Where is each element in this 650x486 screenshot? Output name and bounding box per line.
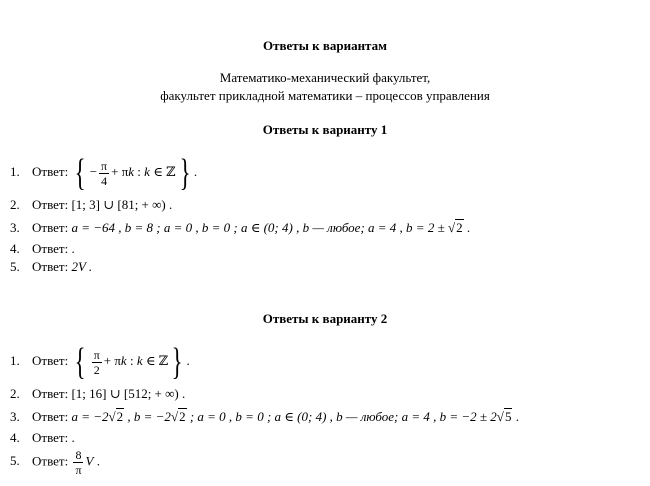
- v1-answer-3: 3. Ответ: a = −64 , b = 8 ; a = 0 , b = 0 ; a ∈ (0; 4) , b — любое; a = 4 , b = 2 ± √2 .: [10, 220, 471, 235]
- v2-answer-5: 5. Ответ: $\frac{8}{\pi}$ V .: [10, 448, 100, 477]
- v2-answer-3: 3. Ответ: a = −2√2 , b = −2√2 ; a = 0 , b = 0 ; a ∈ (0; 4) , b — любое; a = 4 , b = −2 ± 2√5 .: [10, 409, 519, 424]
- v1-answer-4: 4. Ответ: .: [10, 241, 75, 256]
- v1-answer-1: 1. Ответ: { − $\frac{\pi}{4}$ + πk : k ∈ ℤ} .: [10, 152, 198, 194]
- faculty-line-2: факультет прикладной математики – процессов управления: [160, 88, 490, 103]
- v1-answer-2: 2. Ответ: [1; 3] ∪ [81; + ∞) .: [10, 197, 173, 212]
- variant-1-heading: Ответы к варианту 1: [262, 122, 388, 137]
- page-title: Ответы к вариантам: [263, 38, 387, 53]
- v1-answer-5: 5. Ответ: 2V .: [10, 259, 93, 274]
- v2-answer-2: 2. Ответ: [1; 16] ∪ [512; + ∞) .: [10, 386, 186, 401]
- faculty-line-1: Математико-механический факультет,: [219, 70, 431, 85]
- v2-answer-4: 4. Ответ: .: [10, 430, 75, 445]
- variant-2-heading: Ответы к варианту 2: [262, 311, 388, 326]
- v2-answer-1: 1. Ответ: { $\frac{\pi}{2}$ + πk : k ∈ ℤ} .: [10, 341, 190, 383]
